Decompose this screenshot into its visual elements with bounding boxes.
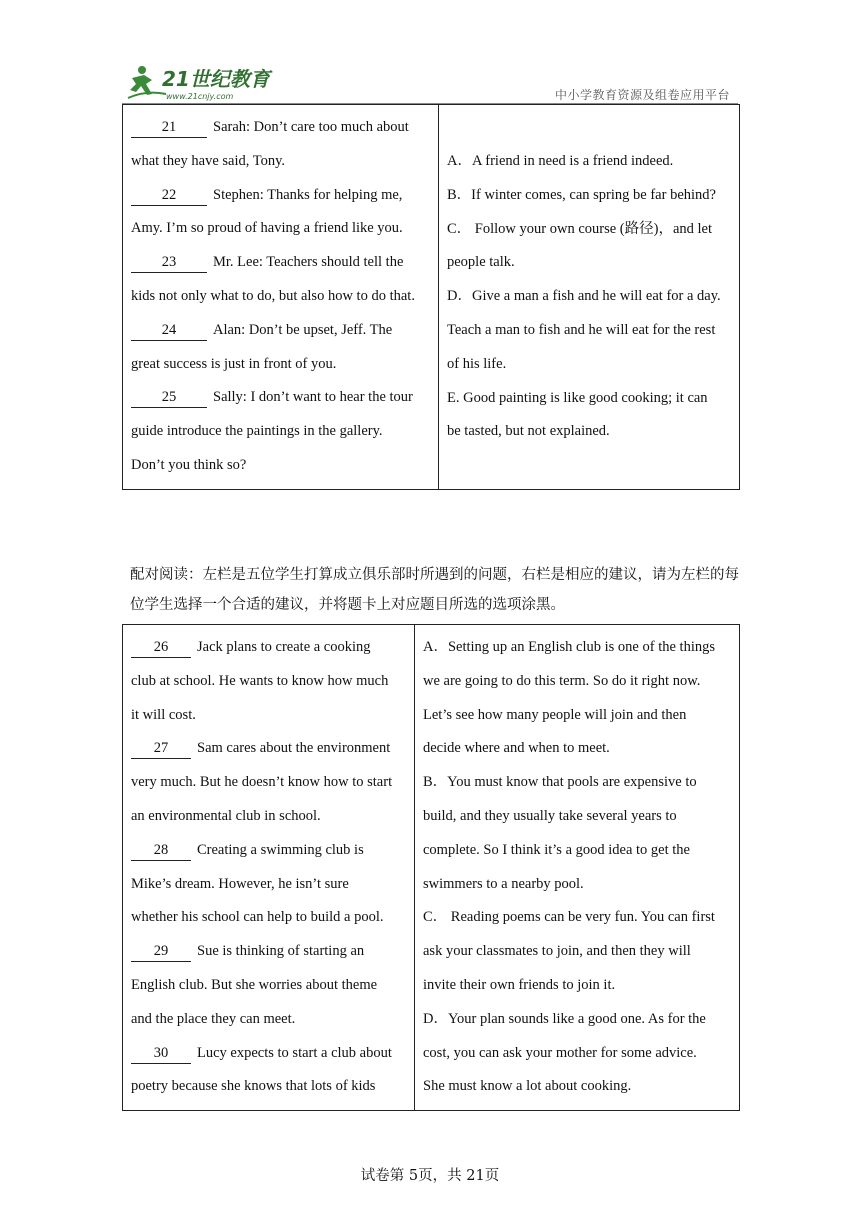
option-line: D．Your plan sounds like a good one. As for the bbox=[423, 1010, 706, 1027]
option-line: She must know a lot about cooking. bbox=[423, 1078, 632, 1095]
question-line bbox=[131, 246, 430, 280]
option-line: be tasted, but not explained. bbox=[447, 423, 610, 440]
answer-blank[interactable]: 26 bbox=[131, 637, 191, 658]
question-line-cont bbox=[131, 699, 406, 733]
question-line-cont bbox=[131, 901, 406, 935]
question-text: it will cost. bbox=[131, 706, 196, 723]
question-text: guide introduce the paintings in the gallery. bbox=[131, 423, 383, 440]
page-footer: 试卷第 5页，共 21页 bbox=[360, 1168, 500, 1184]
option-line: swimmers to a nearby pool. bbox=[423, 875, 584, 892]
question-text: great success is just in front of you. bbox=[131, 355, 337, 372]
answer-blank[interactable]: 24 bbox=[131, 320, 207, 341]
question-text: Creating a swimming club is bbox=[197, 841, 364, 858]
question-text: Jack plans to create a cooking bbox=[197, 639, 371, 655]
question-line-cont bbox=[131, 868, 406, 902]
question-text: whether his school can help to build a pool. bbox=[131, 909, 384, 926]
matching-table-2 bbox=[122, 624, 740, 1111]
platform-name: 中小学教育资源及组卷应用平台 bbox=[554, 88, 730, 102]
answer-blank[interactable]: 23 bbox=[131, 252, 207, 273]
question-text: kids not only what to do, but also how to do that. bbox=[131, 287, 415, 304]
page-header bbox=[122, 60, 738, 104]
option-line: C． Follow your own course (路径)，and let bbox=[447, 220, 712, 237]
question-text: Mr. Lee: Teachers should tell the bbox=[213, 254, 404, 271]
logo-text: 21世纪教育 bbox=[162, 67, 270, 91]
option-line: of his life. bbox=[447, 355, 507, 372]
answer-blank[interactable]: 25 bbox=[131, 387, 207, 408]
question-line bbox=[131, 314, 430, 348]
option-line: B．You must know that pools are expensive to bbox=[423, 774, 697, 791]
answer-blank[interactable]: 30 bbox=[131, 1043, 191, 1064]
answer-blank[interactable]: 28 bbox=[131, 840, 191, 861]
question-line-cont bbox=[131, 969, 406, 1003]
question-line-cont bbox=[131, 665, 406, 699]
option-line: invite their own friends to join it. bbox=[423, 976, 616, 993]
question-line bbox=[131, 381, 430, 415]
question-text: an environmental club in school. bbox=[131, 807, 321, 824]
question-text: English club. But she worries about theme bbox=[131, 976, 378, 993]
question-text: Mike’s dream. However, he isn’t sure bbox=[131, 875, 349, 892]
option-line: D．Give a man a fish and he will eat for a day. bbox=[447, 288, 721, 305]
question-line bbox=[131, 1037, 406, 1071]
question-line-cont bbox=[131, 1003, 406, 1037]
answer-blank[interactable]: 21 bbox=[131, 117, 207, 138]
logo-21cnjy bbox=[126, 64, 286, 102]
question-text: what they have said, Tony. bbox=[131, 152, 286, 169]
matching-table-1 bbox=[122, 104, 740, 490]
question-line-cont bbox=[131, 348, 430, 382]
question-line-cont bbox=[131, 1070, 406, 1104]
question-line bbox=[131, 631, 406, 665]
option-line: B．If winter comes, can spring be far behind? bbox=[447, 186, 716, 203]
option-line: people talk. bbox=[447, 254, 515, 271]
question-text: and the place they can meet. bbox=[131, 1010, 296, 1027]
question-text: Alan: Don’t be upset, Jeff. The bbox=[213, 321, 393, 338]
answer-blank[interactable]: 27 bbox=[131, 738, 191, 759]
question-line-cont bbox=[131, 766, 406, 800]
question-text: Amy. I’m so proud of having a friend like you. bbox=[131, 220, 403, 237]
logo-url: www.21cnjy.com bbox=[166, 92, 234, 101]
question-text: very much. But he doesn’t know how to start bbox=[131, 774, 393, 791]
question-line bbox=[131, 732, 406, 766]
question-text: Stephen: Thanks for helping me, bbox=[213, 186, 403, 203]
question-line bbox=[131, 111, 430, 145]
option-line: Teach a man to fish and he will eat for the rest bbox=[447, 321, 716, 338]
option-line: we are going to do this term. So do it right now. bbox=[423, 672, 701, 689]
option-line: decide where and when to meet. bbox=[423, 740, 610, 757]
option-line: complete. So I think it’s a good idea to get the bbox=[423, 841, 690, 858]
option-line: C． Reading poems can be very fun. You can first bbox=[423, 909, 715, 926]
option-line: build, and they usually take several years to bbox=[423, 807, 677, 824]
question-text: club at school. He wants to know how much bbox=[131, 672, 389, 689]
option-line: A．Setting up an English club is one of the things bbox=[423, 639, 715, 655]
question-line-cont bbox=[131, 280, 430, 314]
option-line: Let’s see how many people will join and then bbox=[423, 706, 687, 723]
question-text: Sally: I don’t want to hear the tour bbox=[213, 389, 413, 406]
question-text: poetry because she knows that lots of kids bbox=[131, 1078, 376, 1095]
option-line: E. Good painting is like good cooking; it can bbox=[447, 389, 708, 406]
question-text: Lucy expects to start a club about bbox=[197, 1044, 392, 1061]
options-column bbox=[439, 105, 740, 490]
questions-column bbox=[123, 625, 415, 1111]
option-line: ask your classmates to join, and then they will bbox=[423, 943, 691, 960]
question-line-cont bbox=[131, 145, 430, 179]
instructions: 配对阅读：左栏是五位学生打算成立俱乐部时所遇到的问题，右栏是相应的建议，请为左栏的每位学生选择一个合适的建议，并将题卡上对应题目所选的选项涂黑。 bbox=[130, 567, 739, 613]
options-column bbox=[415, 625, 740, 1111]
answer-blank[interactable]: 29 bbox=[131, 941, 191, 962]
question-text: Sam cares about the environment bbox=[197, 740, 391, 757]
question-text: Sue is thinking of starting an bbox=[197, 943, 365, 960]
question-line-cont bbox=[131, 449, 430, 483]
question-line bbox=[131, 179, 430, 213]
question-line-cont bbox=[131, 212, 430, 246]
option-line: cost, you can ask your mother for some advice. bbox=[423, 1044, 697, 1061]
answer-blank[interactable]: 22 bbox=[131, 185, 207, 206]
questions-column bbox=[123, 105, 439, 490]
question-line bbox=[131, 935, 406, 969]
question-line-cont bbox=[131, 415, 430, 449]
question-text: Don’t you think so? bbox=[131, 456, 247, 473]
option-line: A．A friend in need is a friend indeed. bbox=[447, 153, 674, 169]
question-text: Sarah: Don’t care too much about bbox=[213, 119, 409, 135]
question-line bbox=[131, 834, 406, 868]
question-line-cont bbox=[131, 800, 406, 834]
